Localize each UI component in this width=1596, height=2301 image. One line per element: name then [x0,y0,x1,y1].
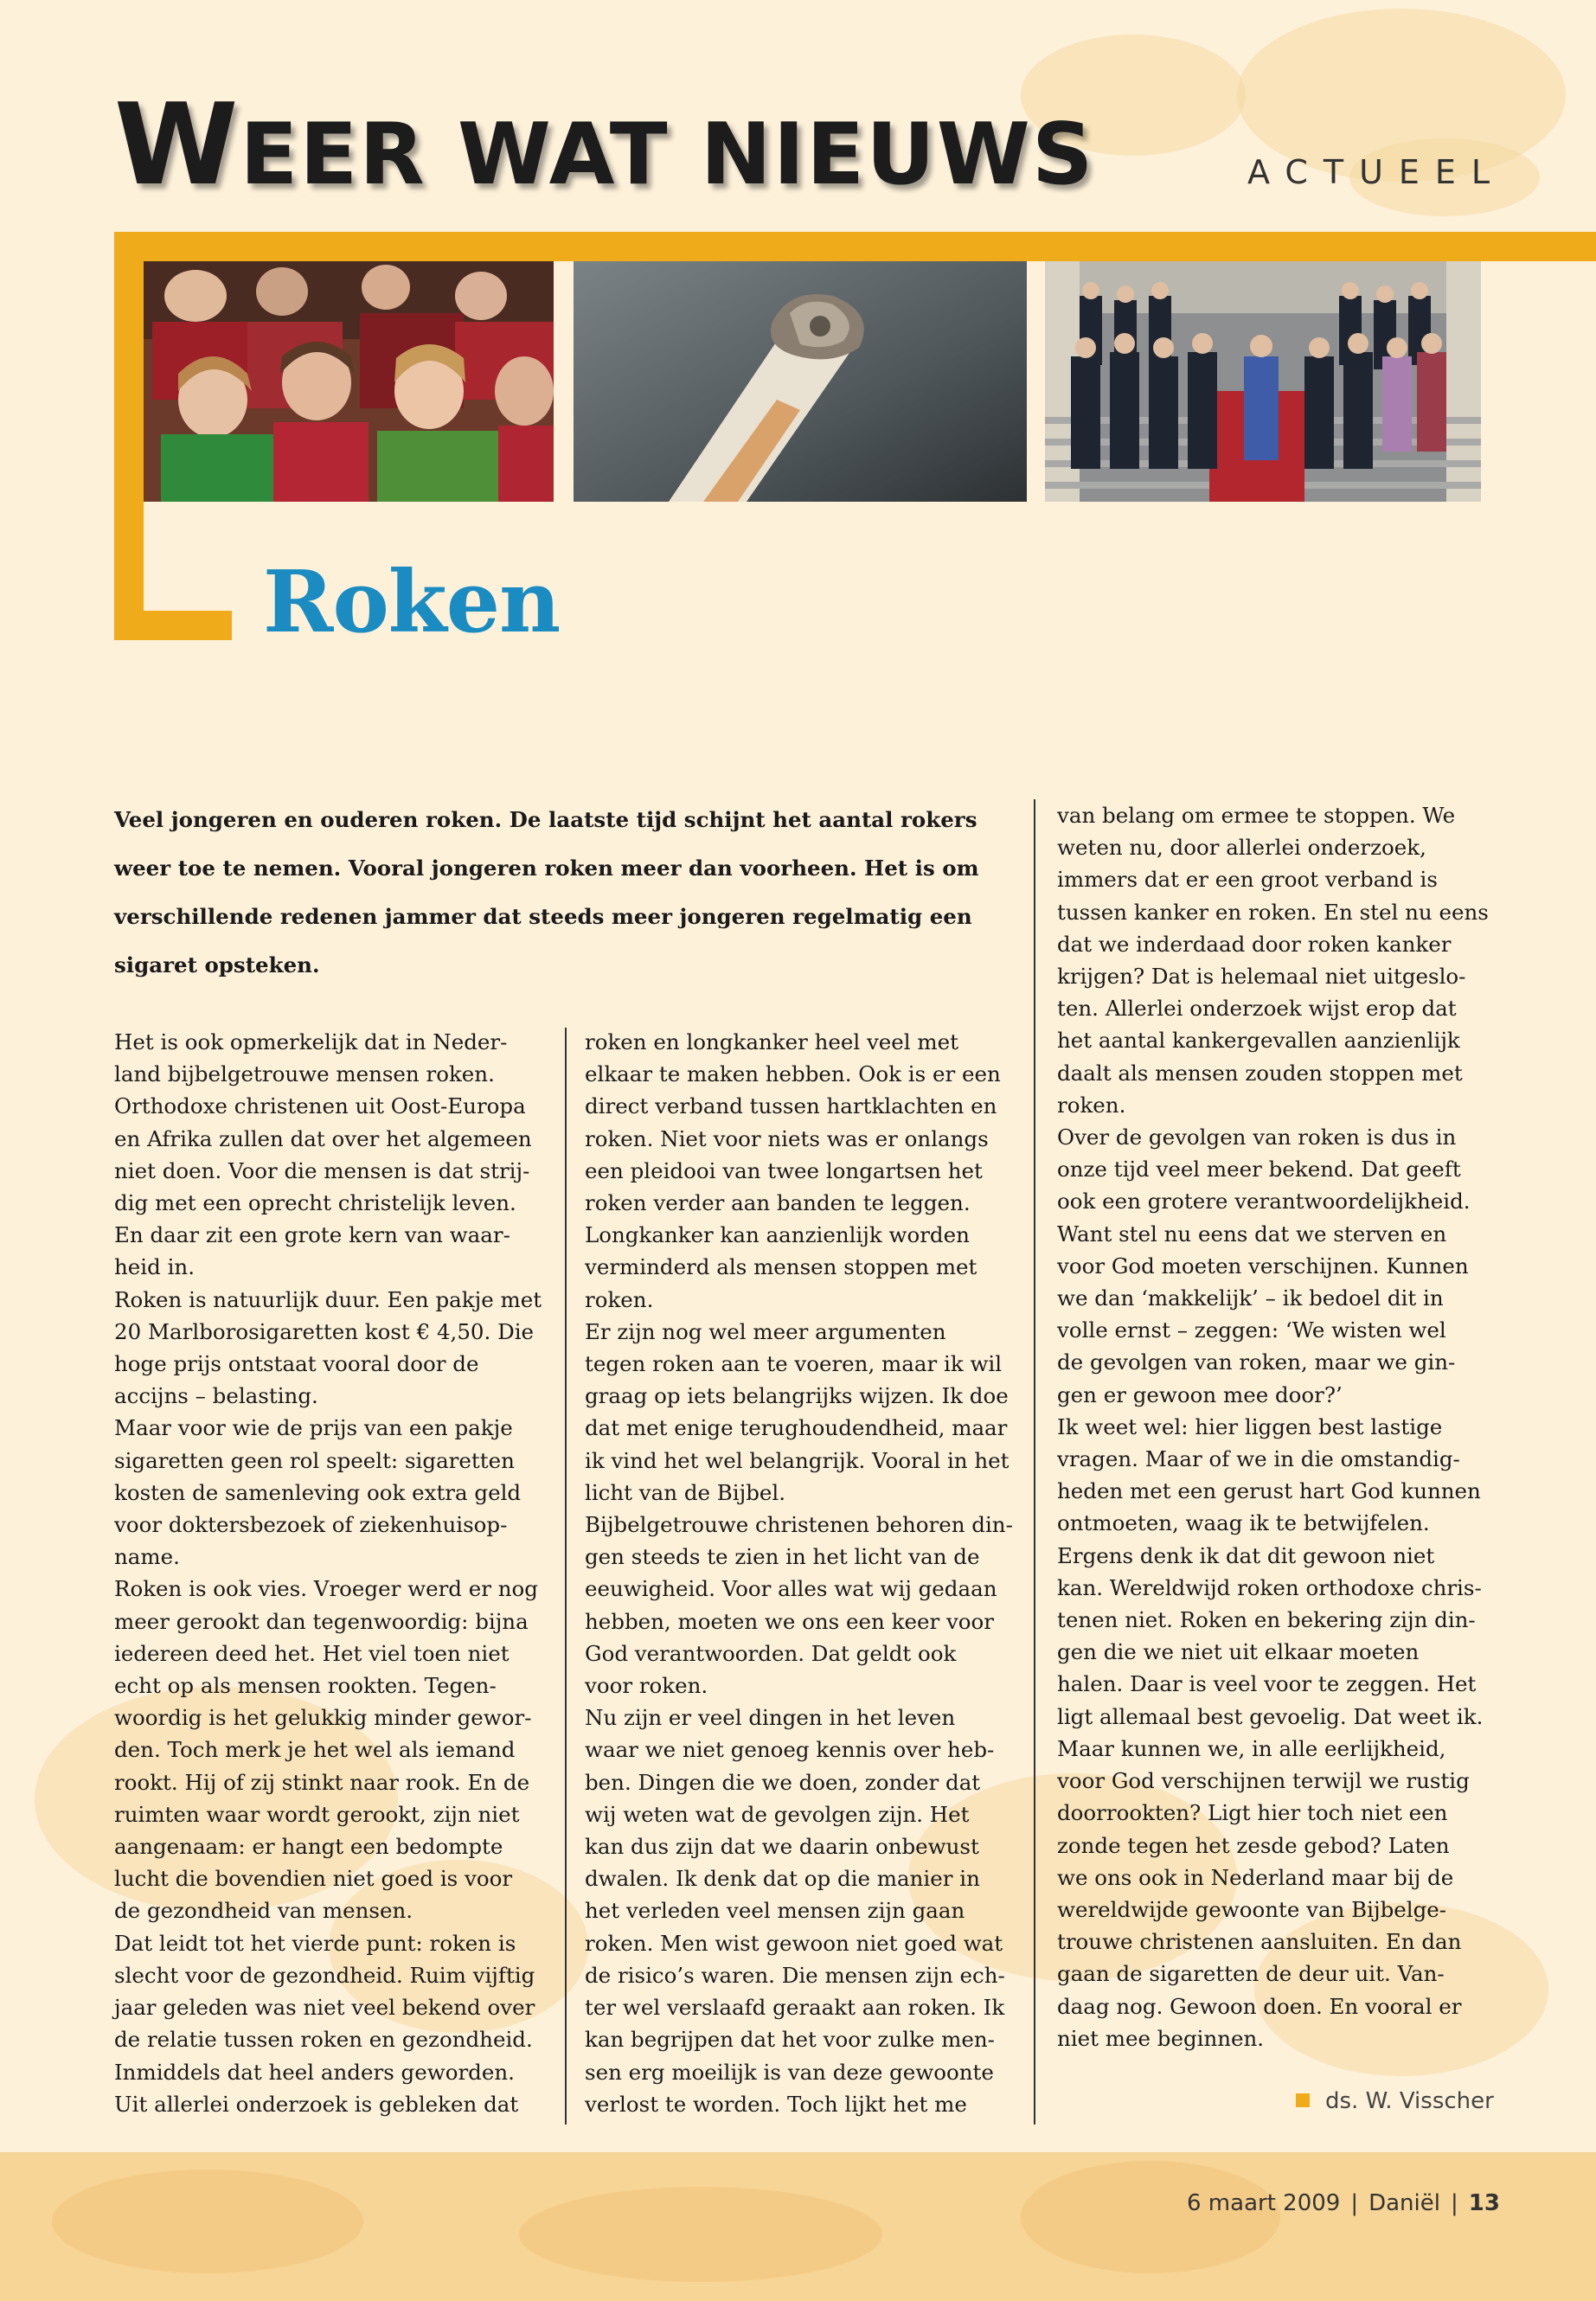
article-column-3 [1057,799,1494,2054]
author-square-icon [1296,2093,1310,2107]
paragraph: Het is ook opmerkelijk dat in Neder- land bijbelgetrouwe mensen roken. Orthodoxe christenen uit Oost-Europa en Afrika zullen dat over het algemeen niet doen. Voor die mensen is dat strij- dig met een oprecht christelijk leven. En daar zit een grote kern van waar- heid in. [114,1029,532,1280]
folio-separator: | [1350,2190,1359,2216]
footer-band [0,2152,1596,2301]
paragraph: Roken is ook vies. Vroeger werd er nog meer gerookt dan tegenwoordig: bijna iedereen deed het. Het viel toen niet echt op als mensen rookten. Tegen- woordig is het gelukkig minder gewor- den. Toch merk je het wel als iemand rookt. Hij of zij stinkt naar rook. En de ruimten waar wordt gerookt, zijn niet aangenaam: er hangt een bedompte lucht die bovendien niet goed is voor de gezondheid van mensen. [114,1576,538,1924]
paragraph: Dat leidt tot het vierde punt: roken is slecht voor de gezondheid. Ruim vijftig jaar geleden was niet veel bekend over de relatie tussen roken en gezondheid. Inmiddels dat heel anders geworden. Uit allerlei onderzoek is gebleken dat [114,1930,535,2117]
masthead-rest: EER WAT NIEUWS [240,106,1095,204]
photo-cabinet-group [1045,261,1481,502]
page-number: 13 [1468,2190,1500,2216]
photo-cigarette [574,261,1027,502]
issue-date: 6 maart 2009 [1187,2190,1341,2216]
paragraph: Roken is natuurlijk duur. Een pakje met 20 Marlborosigaretten kost € 4,50. Die hoge prijs ontstaat vooral door de accijns – belasting. [114,1286,542,1409]
section-label: ACTUEEL [1247,153,1506,191]
paragraph: roken en longkanker heel veel met elkaar te maken hebben. Ook is er een direct verband tussen hartklachten en roken. Niet voor niets was er onlangs een pleidooi van twee longartsen het roken verder aan banden te leggen. Longkanker kan aanzienlijk worden verminderd als mensen stoppen met roken. [585,1029,1001,1312]
publication-name: Daniël [1368,2190,1440,2216]
paragraph: Bijbelgetrouwe christenen behoren din- gen steeds te zien in het licht van de eeuwigheid. Voor alles wat wij gedaan hebben, moeten we ons een keer voor God verantwoorden. Dat geldt ook voor roken. [585,1512,1013,1699]
article-headline: Roken [263,553,561,652]
masthead-title [114,79,1095,210]
column-divider-1 [565,1028,567,2125]
column-divider-2 [1034,799,1035,2125]
masthead-initial: W [114,79,240,210]
article-author [1296,2086,1494,2116]
accent-bar-left [114,232,144,640]
photo-young-audience [144,261,554,502]
paragraph: van belang om ermee te stoppen. We weten nu, door allerlei onderzoek, immers dat er een groot verband is tussen kanker en roken. En stel nu eens dat we inderdaad door roken kanker krijgen? Dat is helemaal niet uitgeslo- ten. Allerlei onderzoek wijst erop dat het aantal kankergevallen aanzienlijk daalt als mensen zouden stoppen met roken. [1057,803,1489,1118]
article-intro: Veel jongeren en ouderen roken. De laatste tijd schijnt het aantal rokers weer toe te nemen. Vooral jongeren roken meer dan voorheen. Het is om verschillende redenen jammer dat steeds meer jongeren regelmatig een sigaret opsteken. [114,807,979,977]
page-folio [1187,2189,1500,2218]
paragraph: Ik weet wel: hier liggen best lastige vragen. Maar of we in die omstandig- heden met een gerust hart God kunnen ontmoeten, waag ik te betwijfelen. Ergens denk ik dat dit gewoon niet kan. Wereldwijd roken orthodoxe chris- tenen niet. Roken en bekering zijn din- gen die we niet uit elkaar moeten halen. Daar is veel voor te zeggen. Het ligt allemaal best gevoelig. Dat weet ik. Maar kunnen we, in alle eerlijkheid, voor God verschijnen terwijl we rustig doorrookten? Ligt hier toch niet een zonde tegen het zesde gebod? Laten we ons ook in Nederland maar bij de wereldwijde gewoonte van Bijbelge- trouwe christenen aansluiten. En dan gaan de sigaretten de deur uit. Van- daag nog. Gewoon doen. En vooral er niet mee beginnen. [1057,1413,1484,2051]
article-column-1 [114,1026,555,2120]
paragraph: Over de gevolgen van roken is dus in onze tijd veel meer bekend. Dat geeft ook een grotere verantwoordelijkheid. Want stel nu eens dat we sterven en voor God moeten verschijnen. Kunnen we dan ‘makkelijk’ – ik bedoel dit in volle ernst – zeggen: ‘We wisten wel de gevolgen van roken, maar we gin- gen er gewoon mee door?’ [1057,1125,1471,1407]
author-name: ds. W. Visscher [1325,2088,1494,2114]
paragraph: Nu zijn er veel dingen in het leven waar we niet genoeg kennis over heb- ben. Dingen die we doen, zonder dat wij weten wat de gevolgen zijn. Het kan dus zijn dat we daarin onbewust dwalen. Ik denk dat op die manier in het verleden veel mensen zijn gaan roken. Men wist gewoon niet goed wat de risico’s waren. Die mensen zijn ech- ter wel verslaafd geraakt aan roken. Ik kan begrijpen dat het voor zulke men- sen erg moeilijk is van deze gewoonte verlost te worden. Toch lijkt het me [585,1705,1005,2117]
article-column-2 [585,1026,1026,2120]
paragraph: Maar voor wie de prijs van een pakje sigaretten geen rol speelt: sigaretten kosten de samenleving ook extra geld voor doktersbezoek of ziekenhuisop- name. [114,1415,522,1570]
folio-separator: | [1450,2190,1458,2216]
accent-bar-bottom [114,611,232,640]
accent-bar-top [114,232,1596,261]
paragraph: Er zijn nog wel meer argumenten tegen roken aan te voeren, maar ik wil graag op iets belangrijks wijzen. Ik doe dat met enige terughoudendheid, maar ik vind het wel belangrijk. Vooral in het licht van de Bijbel. [585,1318,1010,1505]
